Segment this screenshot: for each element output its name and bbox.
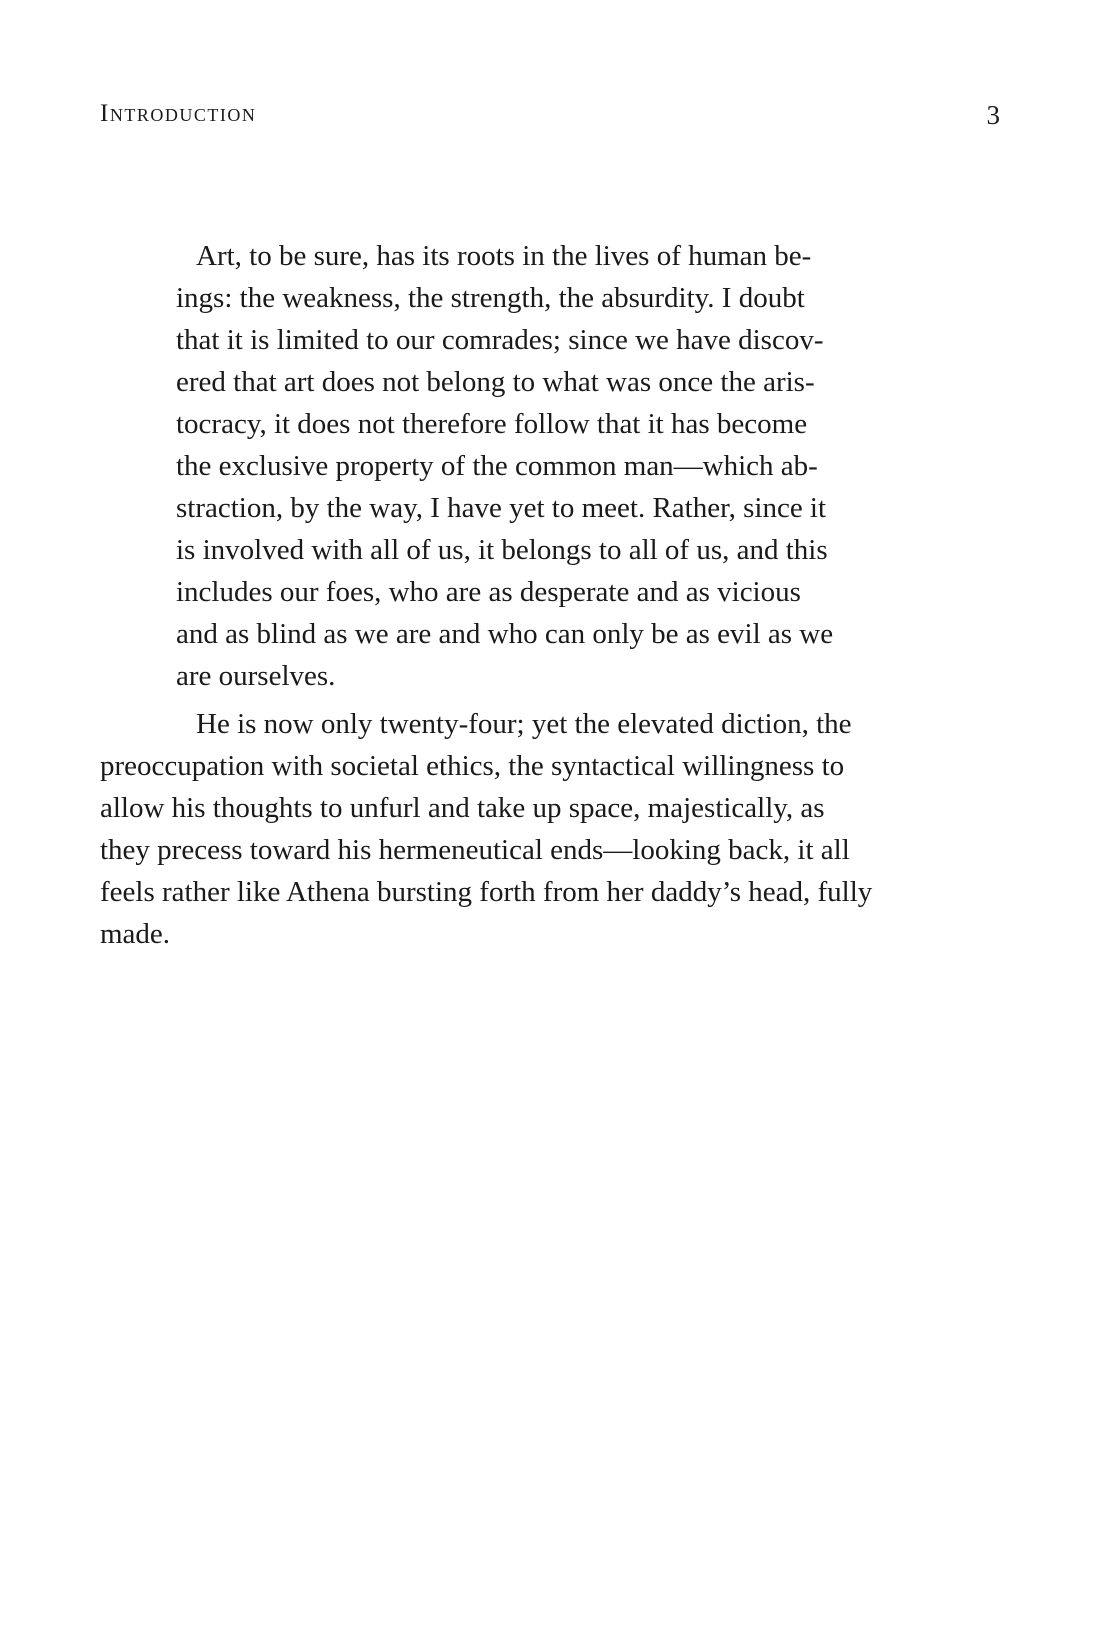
block-quote-line: tocracy, it does not therefore follow that it has become [176,408,808,440]
paragraph-line: feels rather like Athena bursting forth from her daddy’s head, fully [100,876,873,908]
block-quote-line: includes our foes, who are as desperate and as vicious [176,576,801,608]
block-quote-line: and as blind as we are and who can only be as evil as we [176,618,834,650]
paragraph-line: they precess toward his hermeneutical ends—looking back, it all [100,834,850,866]
paragraph-line: He is now only twenty-four; yet the elevated diction, the [196,708,852,740]
paragraph-line: allow his thoughts to unfurl and take up space, majestically, as [100,792,825,824]
block-quote-line: the exclusive property of the common man—which ab- [176,450,818,482]
page-number: 3 [986,100,1000,130]
block-quote-line: that it is limited to our comrades; since we have discov- [176,324,824,356]
running-head-title: Introduction [100,100,257,127]
block-quote-line: are ourselves. [176,660,336,692]
block-quote-line: ings: the weakness, the strength, the absurdity. I doubt [176,282,805,314]
paragraph-line: preoccupation with societal ethics, the syntactical willingness to [100,750,845,782]
block-quote-line: ered that art does not belong to what was once the aris- [176,366,815,398]
block-quote-line: straction, by the way, I have yet to meet. Rather, since it [176,492,827,524]
block-quote-line: is involved with all of us, it belongs to all of us, and this [176,534,828,566]
block-quote-line: Art, to be sure, has its roots in the lives of human be- [196,240,812,272]
paragraph-line: made. [100,918,171,950]
